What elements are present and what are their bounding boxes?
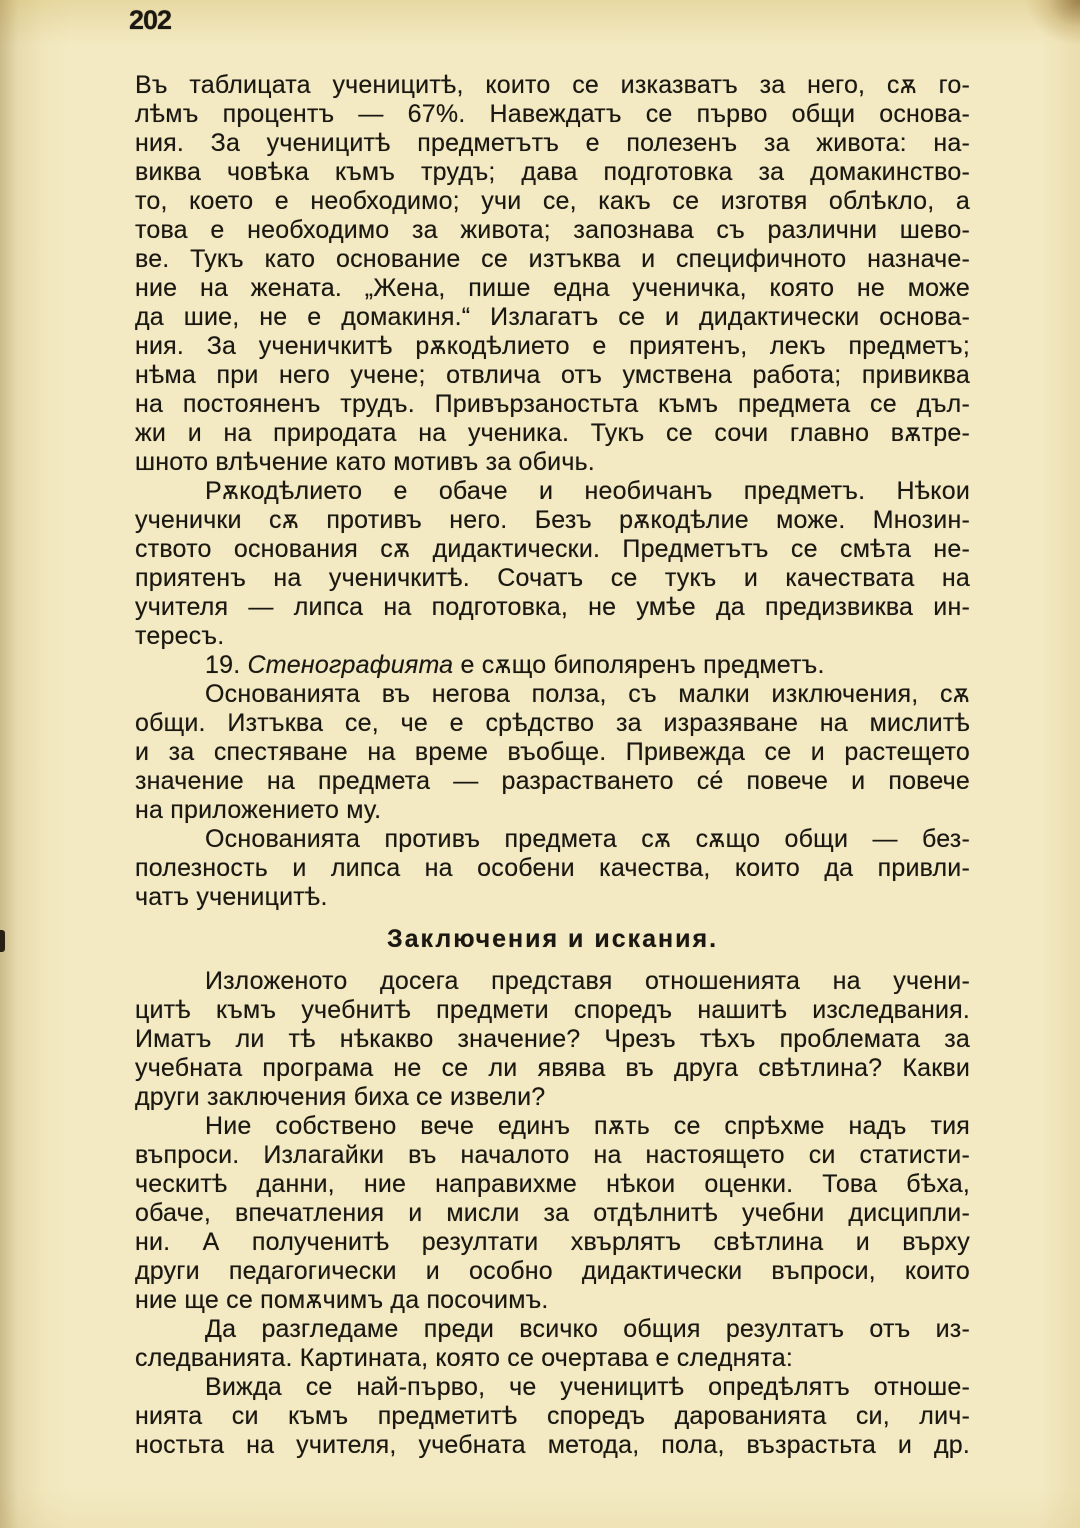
text-line: Иматъ ли тѣ нѣкакво значение? Чрезъ тѣхъ проблемата за bbox=[135, 1025, 970, 1053]
text-line: значение на предмета — разрастването се́ повече и повече bbox=[135, 767, 970, 795]
text-line: ни. А полученитѣ резултати хвърлятъ свѣтлина и върху bbox=[135, 1228, 970, 1256]
text-line: обаче, впечатления и мисли за отдѣлнитѣ учебни дисципли- bbox=[135, 1199, 970, 1227]
page-edge-mark bbox=[0, 930, 5, 952]
text-line: Да разгледаме преди всичко общия резултатъ отъ из- bbox=[205, 1315, 970, 1343]
paragraph bbox=[135, 1373, 970, 1460]
section-heading: Заключения и искания. bbox=[386, 925, 719, 953]
text-line: други заключения биха се извели? bbox=[135, 1083, 546, 1111]
paragraph bbox=[135, 967, 970, 1112]
paragraph bbox=[135, 680, 970, 825]
text-line: ние ще се помѫчимъ да посочимъ. bbox=[135, 1286, 549, 1314]
text-line: приятенъ на ученичкитѣ. Сочатъ се тукъ и качествата на bbox=[135, 564, 970, 592]
text-line: на приложението му. bbox=[135, 796, 382, 824]
body-text bbox=[135, 71, 970, 912]
text-line: това е необходимо за живота; запознава съ различни шево- bbox=[135, 216, 970, 244]
text-line: тересъ. bbox=[135, 622, 225, 650]
text-line: други педагогически и особно дидактически въпроси, които bbox=[135, 1257, 970, 1285]
text-line: нѣма при него учене; отвлича отъ умствена работа; привиква bbox=[135, 361, 970, 389]
text-line bbox=[135, 651, 970, 680]
text-line: Изложеното досега представя отношенията на учени- bbox=[205, 967, 970, 995]
text-line: лѣмъ процентъ — 67%. Навеждатъ се първо общи основа- bbox=[135, 100, 970, 128]
text-line: следванията. Картината, която се очертава е следнята: bbox=[135, 1344, 793, 1372]
text-line: на постояненъ трудъ. Привързаностьта къмъ предмета се дъл- bbox=[135, 390, 970, 418]
text-line: общи. Изтъква се, че е срѣдство за изразяване на мислитѣ bbox=[135, 709, 970, 737]
page-text bbox=[135, 71, 970, 1460]
text-line: ния. За ученичкитѣ рѫкодѣлието е приятенъ, лекъ предметъ; bbox=[135, 332, 970, 360]
text-line: Рѫкодѣлието е обаче и необичанъ предметъ. Нѣкои bbox=[205, 477, 970, 505]
text-line: ния. За ученицитѣ предметътъ е полезенъ за живота: на- bbox=[135, 129, 970, 157]
paragraph bbox=[135, 825, 970, 912]
section-text bbox=[135, 967, 970, 1460]
text-line: Основанията противъ предмета сѫ сѫщо общи — без- bbox=[205, 825, 970, 853]
text-line: учебната програма не се ли явява въ друга свѣтлина? Какви bbox=[135, 1054, 970, 1082]
text-line: да шие, не е домакиня.“ Излагатъ се и дидактически основа- bbox=[135, 303, 970, 331]
text-line: ството основания сѫ дидактически. Предметътъ се смѣта не- bbox=[135, 535, 970, 563]
text-line: нията си къмъ предметитѣ споредъ дарованията си, лич- bbox=[135, 1402, 970, 1430]
text-line: цитѣ къмъ учебнитѣ предмети споредъ нашитѣ изследвания. bbox=[135, 996, 970, 1024]
text-line: учителя — липса на подготовка, не умѣе да предизвиква ин- bbox=[135, 593, 970, 621]
text-line: чатъ ученицитѣ. bbox=[135, 883, 328, 911]
text-line: виква човѣка къмъ трудъ; дава подготовка за домакинство- bbox=[135, 158, 970, 186]
text-line: Въ таблицата ученицитѣ, които се изказватъ за него, сѫ го- bbox=[135, 71, 970, 99]
text-line: Вижда се най-първо, че ученицитѣ опредѣлятъ отноше- bbox=[205, 1373, 970, 1401]
text-line: ве. Тукъ като основание се изтъква и специфичното назначе- bbox=[135, 245, 970, 273]
paragraph bbox=[135, 1315, 970, 1373]
text-line: ученички сѫ противъ него. Безъ рѫкодѣлие може. Мнозин- bbox=[135, 506, 970, 534]
text-line: полезность и липса на особени качества, които да привли- bbox=[135, 854, 970, 882]
text-line: Ние собствено вече единъ пѫть се спрѣхме надъ тия bbox=[205, 1112, 970, 1140]
paragraph bbox=[135, 71, 970, 477]
text-line: жи и на природата на ученика. Тукъ се сочи главно вѫтре- bbox=[135, 419, 970, 447]
paragraph bbox=[135, 477, 970, 651]
text-line: и за спестяване на време въобще. Привежда се и растещето bbox=[135, 738, 970, 766]
subject-title: Стенографията bbox=[247, 651, 454, 679]
text-line: то, което е необходимо; учи се, какъ се изготвя облѣкло, а bbox=[135, 187, 970, 215]
text-line: Основанията въ негова полза, съ малки изключения, сѫ bbox=[205, 680, 970, 708]
text-line: въпроси. Излагайки въ началото на настоящето си статисти- bbox=[135, 1141, 970, 1169]
page-number: 202 bbox=[129, 5, 172, 35]
text-line: ние на жената. „Жена, пише една ученичка, която не може bbox=[135, 274, 970, 302]
text-line: ностьта на учителя, учебната метода, пола, възрастьта и др. bbox=[135, 1431, 970, 1459]
item-text: е сѫщо биполяренъ предметъ. bbox=[460, 651, 825, 679]
item-number: 19. bbox=[205, 651, 241, 679]
paragraph bbox=[135, 651, 970, 680]
text-line: шното влѣчение като мотивъ за обичь. bbox=[135, 448, 595, 476]
paragraph bbox=[135, 1112, 970, 1315]
text-line: ческитѣ данни, ние направихме нѣкои оценки. Това бѣха, bbox=[135, 1170, 970, 1198]
